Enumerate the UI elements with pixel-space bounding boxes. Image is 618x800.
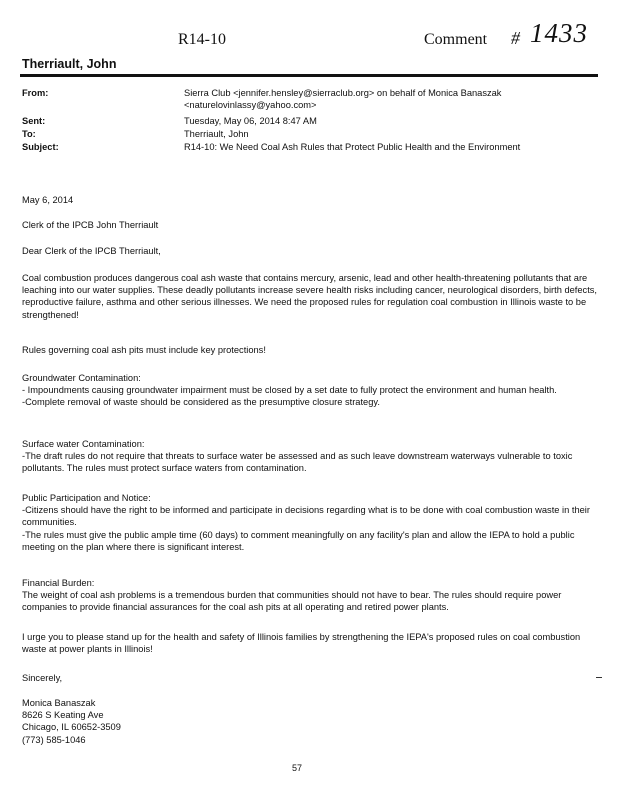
recipient-name: Therriault, John: [22, 57, 117, 71]
signature-name: Monica Banaszak: [22, 698, 96, 708]
comment-label: Comment: [424, 31, 488, 48]
subject-label: Subject:: [22, 142, 59, 152]
section-surface-water: [22, 438, 597, 475]
intro-paragraph: [22, 272, 597, 321]
from-value: Sierra Club <jennifer.hensley@sierraclub.org> on behalf of Monica Banaszak <naturelovinlassy@yahoo.com>: [184, 88, 502, 110]
section-heading: Groundwater Contamination:: [22, 373, 141, 383]
letter-salutation: Dear Clerk of the IPCB Therriault,: [22, 246, 161, 256]
letter-date: May 6, 2014: [22, 195, 74, 205]
section-line: The weight of coal ash problems is a tremendous burden that communities should not have to bear. The rules should require power companies to provide financial assurances for the coal ash pits at all operating and retired power plants.: [22, 590, 562, 613]
from-label: From:: [22, 88, 49, 98]
subject-value: R14-10: We Need Coal Ash Rules that Protect Public Health and the Environment: [184, 142, 521, 152]
closing-text: I urge you to please stand up for the health and safety of Illinois families by strengthening the IEPA's proposed rules on coal combustion waste at power plants in Illinois!: [22, 632, 581, 655]
rules-intro: Rules governing coal ash pits must include key protections!: [22, 345, 266, 355]
section-groundwater: [22, 372, 597, 409]
signature-phone: (773) 585-1046: [22, 734, 86, 745]
section-heading: Public Participation and Notice:: [22, 493, 151, 503]
section-financial-burden: [22, 577, 597, 614]
section-public-participation: [22, 492, 597, 553]
page-number: 57: [292, 763, 303, 773]
scan-mark: [596, 677, 602, 678]
email-from-row: [22, 87, 597, 111]
section-line: -The rules must give the public ample time (60 days) to comment meaningfully on any facility's plan and allow the IEPA to hold a public meeting on the plan where there is significant interest.: [22, 529, 575, 552]
comment-hash: #: [511, 28, 520, 48]
comment-number-handwritten: 1433: [530, 18, 588, 48]
section-heading: Surface water Contamination:: [22, 439, 145, 449]
section-line: -Complete removal of waste should be considered as the presumptive closure strategy.: [22, 397, 380, 408]
to-value: Therriault, John: [184, 129, 249, 139]
to-label: To:: [22, 129, 36, 139]
section-heading: Financial Burden:: [22, 578, 95, 588]
sent-value: Tuesday, May 06, 2014 8:47 AM: [184, 116, 317, 126]
section-line: -Citizens should have the right to be informed and participate in decisions regarding what is to be done with coal combustion waste in their communities.: [22, 505, 590, 528]
docket-number: R14-10: [178, 31, 226, 48]
section-line: -The draft rules do not require that threats to surface water be assessed and as such leave downstream waterways vulnerable to toxic pollutants. The rules must protect surface waters from contamination.: [22, 451, 573, 474]
section-line: - Impoundments causing groundwater impairment must be closed by a set date to fully protect the environment and human health.: [22, 385, 557, 396]
sign-off: Sincerely,: [22, 673, 63, 683]
signature-street: 8626 S Keating Ave: [22, 710, 104, 721]
intro-text: Coal combustion produces dangerous coal ash waste that contains mercury, arsenic, lead and other health-threatening pollutants that are leaching into our water supplies. These deadly pollutants increase severe health risks including cancer, neurological disorders, birth defects, reproductive failure, asthma and other serious illnesses. We need the proposed rules for regulation coal combustion in Illinois waste to be strengthened!: [22, 273, 598, 320]
sent-label: Sent:: [22, 116, 46, 126]
signature-city: Chicago, IL 60652-3509: [22, 722, 121, 733]
signature-block: [22, 697, 597, 746]
header-divider: [20, 74, 598, 77]
letter-addressee: Clerk of the IPCB John Therriault: [22, 220, 159, 230]
closing-paragraph: [22, 631, 597, 655]
